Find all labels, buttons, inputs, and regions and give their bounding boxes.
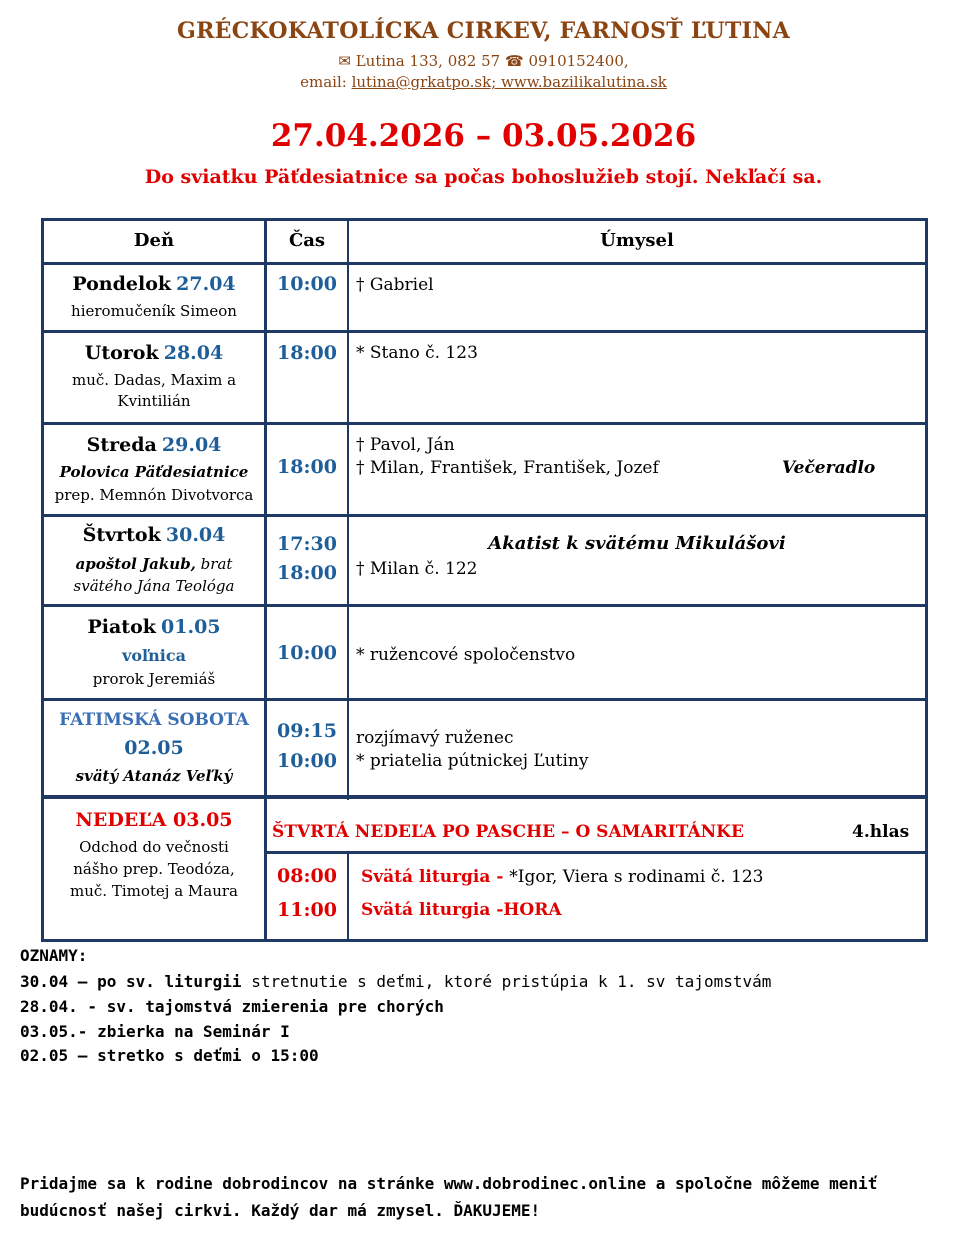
service-time: 18:00 — [277, 456, 337, 478]
day-date: 27.04 — [176, 273, 236, 295]
service-time: 18:00 — [277, 342, 337, 364]
email-prefix: email: — [300, 73, 352, 91]
day-name: Piatok — [87, 616, 156, 638]
column-header-intention: Úmysel — [600, 230, 674, 251]
column-header-time: Čas — [288, 230, 326, 251]
day-saint-cont: muč. Timotej a Maura — [70, 882, 238, 900]
day-saint: svätý Atanáz Veľký — [75, 767, 233, 785]
service-time: 10:00 — [277, 642, 337, 664]
mass-intention: rozjímavý ruženec — [356, 728, 514, 748]
day-type: voľnica — [122, 646, 186, 665]
service-time: 17:30 — [277, 533, 337, 555]
date-range: 27.04.2026 – 03.05.2026 — [270, 118, 697, 154]
donation-appeal: Pridajme sa k rodine dobrodincov na stránke www.dobrodinec.online a spoločne môžeme meniť budúcnosť našej cirkvi. Každý dar má zmysel. ĎAKUJEME! — [20, 1174, 878, 1220]
day-name: Streda — [86, 434, 157, 456]
service-time: 11:00 — [277, 899, 337, 921]
liturgy-label: Svätá liturgia -HORA — [361, 900, 562, 920]
liturgical-note: Do sviatku Päťdesiatnice sa počas bohoslužieb stojí. Nekľačí sa. — [144, 166, 823, 188]
mass-intention: † Gabriel — [356, 275, 434, 295]
day-saint-rest: brat — [195, 555, 233, 573]
sunday-banner: ŠTVRTÁ NEDEĽA PO PASCHE – O SAMARITÁNKE — [272, 822, 744, 842]
phone-icon: ☎ — [504, 52, 524, 70]
mass-intention: † Milan, František, František, Jozef — [356, 458, 659, 478]
tone-label: 4.hlas — [852, 822, 910, 842]
mass-intention: † Milan č. 122 — [356, 559, 478, 579]
announcement-item: 30.04 – po sv. liturgii stretnutie s deťmi, ktoré pristúpia k 1. sv tajomstvám — [20, 972, 772, 991]
mass-intention: * priatelia pútnickej Ľutiny — [356, 751, 589, 771]
day-name: Pondelok — [72, 273, 172, 295]
day-date: 02.05 — [124, 737, 184, 759]
day-saint: hieromučeník Simeon — [71, 302, 237, 320]
day-date: 01.05 — [161, 616, 221, 638]
service-time: 10:00 — [277, 273, 337, 295]
email-links[interactable]: lutina@grkatpo.sk; www.bazilikalutina.sk — [351, 73, 667, 91]
day-name: NEDEĽA — [75, 809, 167, 831]
akathist-title: Akatist k svätému Mikulášovi — [488, 533, 786, 554]
announcements-title: OZNAMY: — [20, 946, 88, 965]
day-name: Utorok — [84, 342, 159, 364]
announcement-item: 03.05.- zbierka na Seminár I — [20, 1022, 290, 1041]
day-saint-cont: svätého Jána Teológa — [73, 577, 235, 595]
day-saint: muč. Dadas, Maxim a — [71, 371, 237, 389]
service-time: 10:00 — [277, 750, 337, 772]
mass-intention: * ružencové spoločenstvo — [356, 645, 576, 665]
day-name: FATIMSKÁ SOBOTA — [59, 710, 249, 730]
day-saint-bold: apoštol Jakub, — [75, 555, 196, 573]
address: Ľutina 133, 082 57 — [355, 52, 501, 70]
contact-line — [0, 52, 967, 70]
location-note: Večeradlo — [782, 458, 876, 478]
service-time: 08:00 — [277, 865, 337, 887]
day-saint: Odchod do večnosti — [79, 838, 229, 856]
envelope-icon: ✉ — [338, 52, 351, 70]
day-date: 28.04 — [163, 342, 224, 364]
parish-title: GRÉCKOKATOLÍCKA CIRKEV, FARNOSŤ ĽUTINA — [177, 18, 790, 44]
mass-intention: * Stano č. 123 — [356, 343, 478, 363]
announcement-item: 28.04. - sv. tajomstvá zmierenia pre chorých — [20, 997, 444, 1016]
email-line — [0, 73, 967, 91]
service-time: 09:15 — [277, 720, 337, 742]
day-saint-cont: nášho prep. Teodóza, — [73, 860, 235, 878]
announcement-item: 02.05 – stretko s deťmi o 15:00 — [20, 1046, 319, 1065]
mass-intention: † Pavol, Ján — [356, 435, 455, 455]
day-date: 30.04 — [165, 524, 226, 546]
mass-intention: *Igor, Viera s rodinami č. 123 — [509, 867, 764, 887]
service-time: 18:00 — [277, 562, 337, 584]
day-saint: prep. Memnón Divotvorca — [54, 486, 254, 504]
day-date: 29.04 — [161, 434, 222, 456]
day-name: Štvrtok — [82, 524, 161, 546]
day-feast: Polovica Päťdesiatnice — [59, 463, 249, 481]
phone-number: 0910152400, — [528, 52, 629, 70]
column-header-day: Deň — [133, 230, 175, 251]
day-date: 03.05 — [173, 809, 233, 831]
day-saint-cont: Kvintilián — [117, 392, 191, 410]
day-saint: prorok Jeremiáš — [92, 670, 216, 688]
liturgy-label: Svätá liturgia - — [361, 867, 510, 887]
